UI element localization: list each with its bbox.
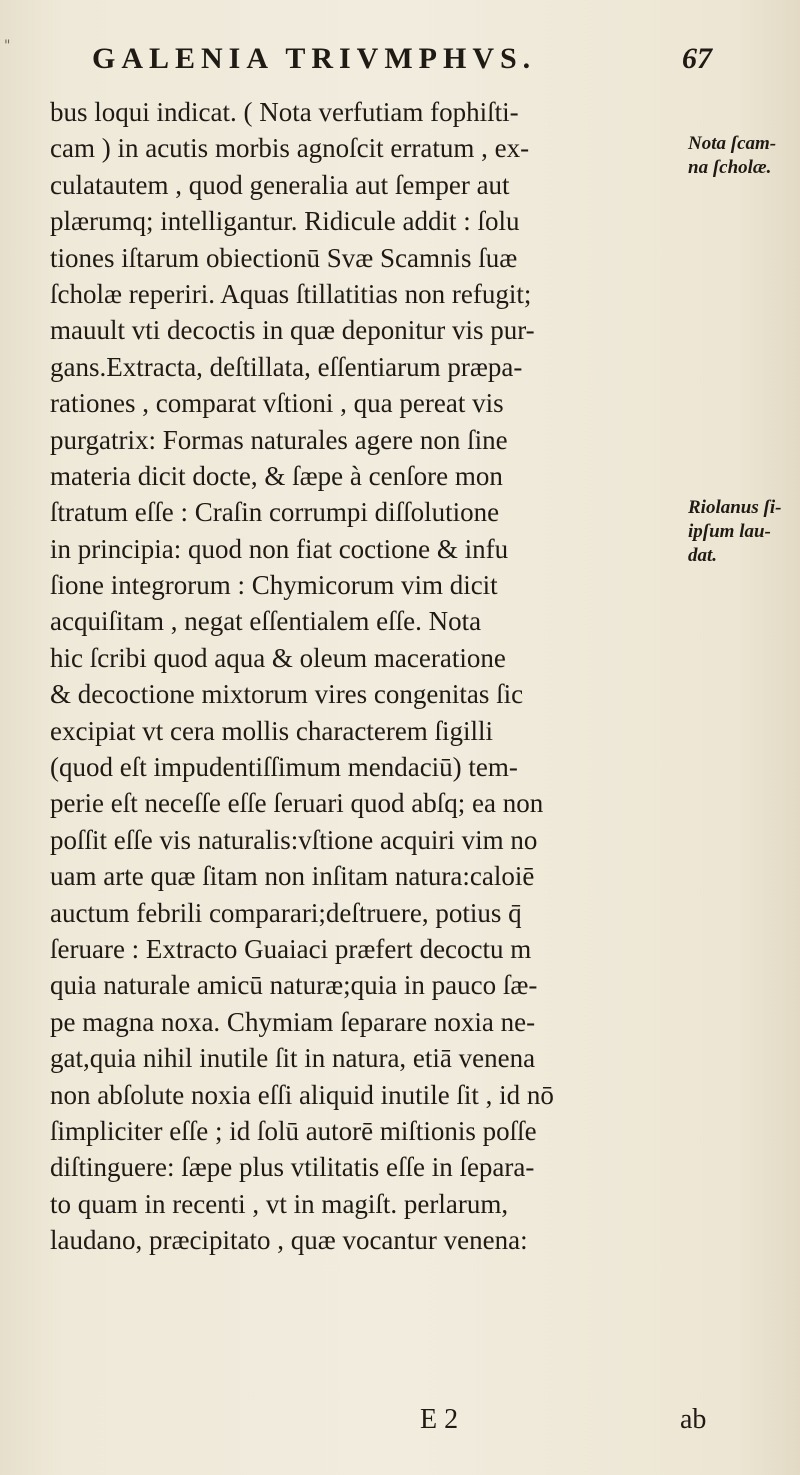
text-line: in principia: quod non fiat coctione & infu	[50, 533, 509, 564]
text-line: gat,quia nihil inutile ſit in natura, etiā venena	[50, 1043, 536, 1074]
text-line: laudano, præcipitato , quæ vocantur venena:	[50, 1225, 528, 1256]
text-line: to quam in recenti , vt in magiſt. perlarum,	[50, 1188, 509, 1219]
signature-mark: E 2	[420, 1404, 459, 1435]
text-line: uam arte quæ ſitam non inſitam natura:caloiē	[50, 861, 535, 892]
margin-note-line: Riolanus ſi-	[688, 497, 782, 518]
text-line: auctum febrili comparari;deſtruere, potius q̄	[50, 897, 522, 928]
text-line: culatautem , quod generalia aut ſemper aut	[50, 169, 510, 200]
text-line: materia dicit docte, & ſæpe à cenſore mon	[50, 460, 503, 491]
page-header	[92, 42, 712, 84]
catchword: ab	[680, 1404, 707, 1435]
text-line: excipiat vt cera mollis characterem ſigilli	[50, 715, 494, 746]
text-line: tiones iſtarum obiectionū Svæ Scamnis ſuæ	[50, 242, 518, 273]
text-line: poſſit eſſe vis naturalis:vſtione acquiri vim no	[50, 824, 538, 855]
margin-note-line: Nota ſcam-	[688, 133, 777, 154]
text-line: non abſolute noxia eſſi aliquid inutile ſit , id nō	[50, 1079, 554, 1110]
text-line: gans.Extracta, deſtillata, eſſentiarum præpa-	[50, 351, 523, 382]
text-line: mauult vti decoctis in quæ deponitur vis pur-	[50, 315, 535, 346]
page-number: 67	[682, 42, 712, 75]
text-line: rationes , comparat vſtioni , qua pereat vis	[50, 388, 504, 419]
text-line: & decoctione mixtorum vires congenitas ſic	[50, 679, 524, 710]
text-line: ſimpliciter eſſe ; id ſolū autorē miſtionis poſſe	[50, 1115, 537, 1146]
text-line: ſeruare : Extracto Guaiaci præfert decoctu m	[50, 933, 532, 964]
text-line: bus loqui indicat. ( Nota verfutiam fophiſti-	[50, 97, 519, 127]
margin-note-line: dat.	[688, 545, 718, 566]
body-text	[50, 94, 680, 1259]
text-line: (quod eſt impudentiſſimum mendaciū) tem-	[50, 752, 518, 783]
text-line: quia naturale amicū naturæ;quia in pauco ſæ-	[50, 970, 538, 1001]
margin-note-line: na ſcholæ.	[688, 157, 772, 178]
running-title: GALENIA TRIVMPHVS.	[92, 42, 537, 75]
text-line: hic ſcribi quod aqua & oleum maceratione	[50, 642, 506, 673]
margin-note-line: ipſum lau-	[688, 521, 771, 542]
text-line: pe magna noxa. Chymiam ſeparare noxia ne-	[50, 1006, 536, 1037]
text-line: perie eſt neceſſe eſſe ſeruari quod abſq; ea non	[50, 788, 544, 819]
text-line: diſtinguere: ſæpe plus vtilitatis eſſe in ſepara-	[50, 1152, 535, 1183]
text-line: purgatrix: Formas naturales agere non ſine	[50, 424, 508, 455]
text-line: ſcholæ reperiri. Aquas ſtillatitias non refugit;	[50, 278, 532, 309]
edge-mark: "	[4, 38, 11, 54]
text-line: ſtratum eſſe : Craſin corrumpi diſſolutione	[50, 497, 500, 528]
text-line: ſione integrorum : Chymicorum vim dicit	[50, 570, 498, 601]
text-line: acquiſitam , negat eſſentialem eſſe. Nota	[50, 606, 482, 637]
text-line: cam ) in acutis morbis agnoſcit erratum , ex-	[50, 133, 530, 164]
text-line: plærumq; intelligantur. Ridicule addit : ſolu	[50, 206, 520, 237]
